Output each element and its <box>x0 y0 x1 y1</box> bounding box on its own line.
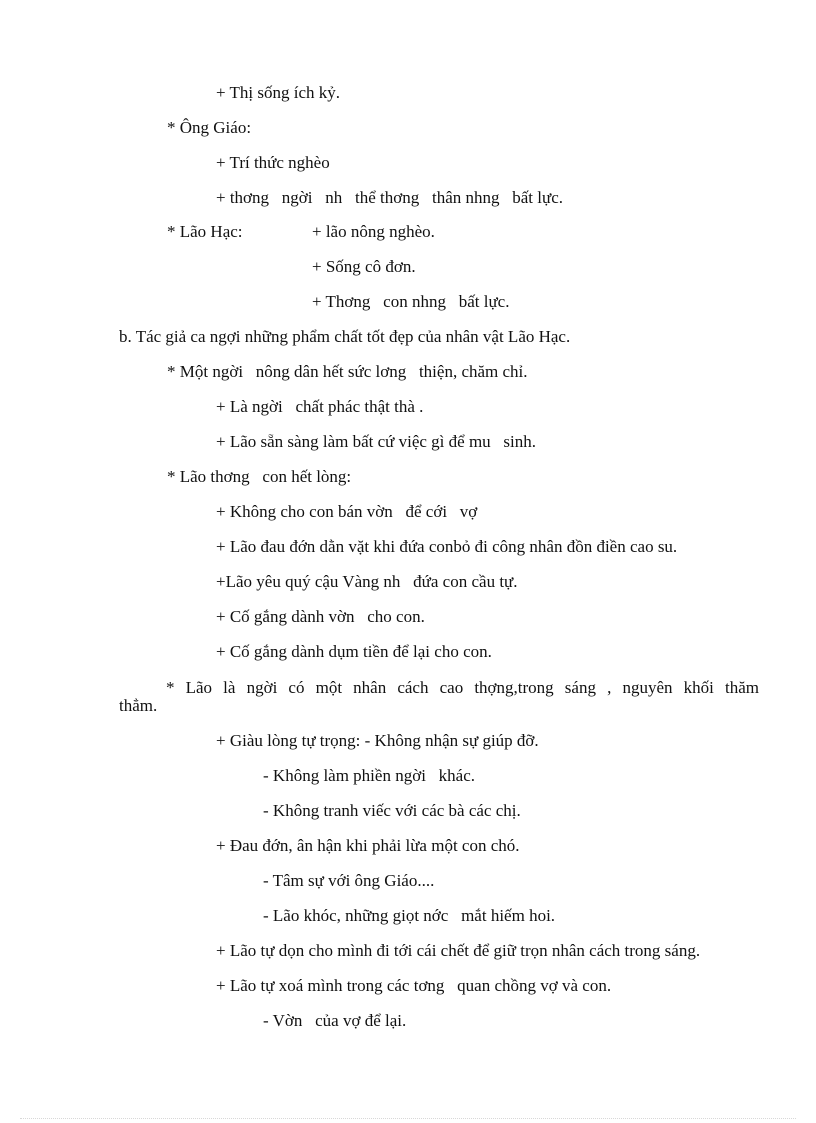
text-line: + Thơng con nhng bất lực. <box>312 292 510 311</box>
text-line: * Một ngời nông dân hết sức lơng thiện, chăm chỉ. <box>167 362 528 381</box>
text-line: + Đau đớn, ân hận khi phải lừa một con chó. <box>216 836 520 855</box>
text-line: * Lão Hạc: <box>167 222 243 241</box>
text-line: + Lão sẵn sàng làm bất cứ việc gì để mu sinh. <box>216 432 537 451</box>
text-line: + Không cho con bán vờn để cới vợ <box>216 502 478 521</box>
text-line: - Không làm phiền ngời khác. <box>263 766 476 785</box>
text-line: - Vờn của vợ để lại. <box>263 1011 407 1030</box>
text-line: + Giàu lòng tự trọng: - Không nhận sự giúp đỡ. <box>216 731 539 750</box>
text-line: * Lão thơng con hết lòng: <box>167 467 352 486</box>
text-line: * Ông Giáo: <box>167 118 252 137</box>
text-line: + Cố gắng dành vờn cho con. <box>216 607 425 626</box>
text-line: + Sống cô đơn. <box>312 257 416 276</box>
text-line: + Thị sống ích kỷ. <box>216 83 341 102</box>
text-line: - Lão khóc, những giọt nớc mắt hiếm hoi. <box>263 906 556 925</box>
text-line: - Tâm sự với ông Giáo.... <box>263 871 435 890</box>
section-heading: b. Tác giả ca ngợi những phẩm chất tốt đẹp của nhân vật Lão Hạc. <box>119 327 571 346</box>
text-line: thẳm. <box>119 696 158 715</box>
text-line: + Lão tự dọn cho mình đi tới cái chết để giữ trọn nhân cách trong sáng. <box>216 941 701 960</box>
text-line: - Không tranh viếc với các bà các chị. <box>263 801 521 820</box>
text-line: + lão nông nghèo. <box>312 222 435 241</box>
text-line: +Lão yêu quý cậu Vàng nh đứa con cầu tự. <box>216 572 518 591</box>
text-line: * Lão là ngời có một nhân cách cao thợng,trong sáng , nguyên khối thăm <box>166 678 759 697</box>
text-line: + thơng ngời nh thể thơng thân nhng bất lực. <box>216 188 564 207</box>
text-line: + Lão đau đớn dằn vặt khi đứa conbỏ đi công nhân đồn điền cao su. <box>216 537 678 556</box>
text-line: + Trí thức nghèo <box>216 153 330 172</box>
text-line: + Là ngời chất phác thật thà . <box>216 397 424 416</box>
page-bottom-divider <box>20 1118 796 1119</box>
text-line: + Cố gắng dành dụm tiền để lại cho con. <box>216 642 492 661</box>
text-line: + Lão tự xoá mình trong các tơng quan chồng vợ và con. <box>216 976 612 995</box>
